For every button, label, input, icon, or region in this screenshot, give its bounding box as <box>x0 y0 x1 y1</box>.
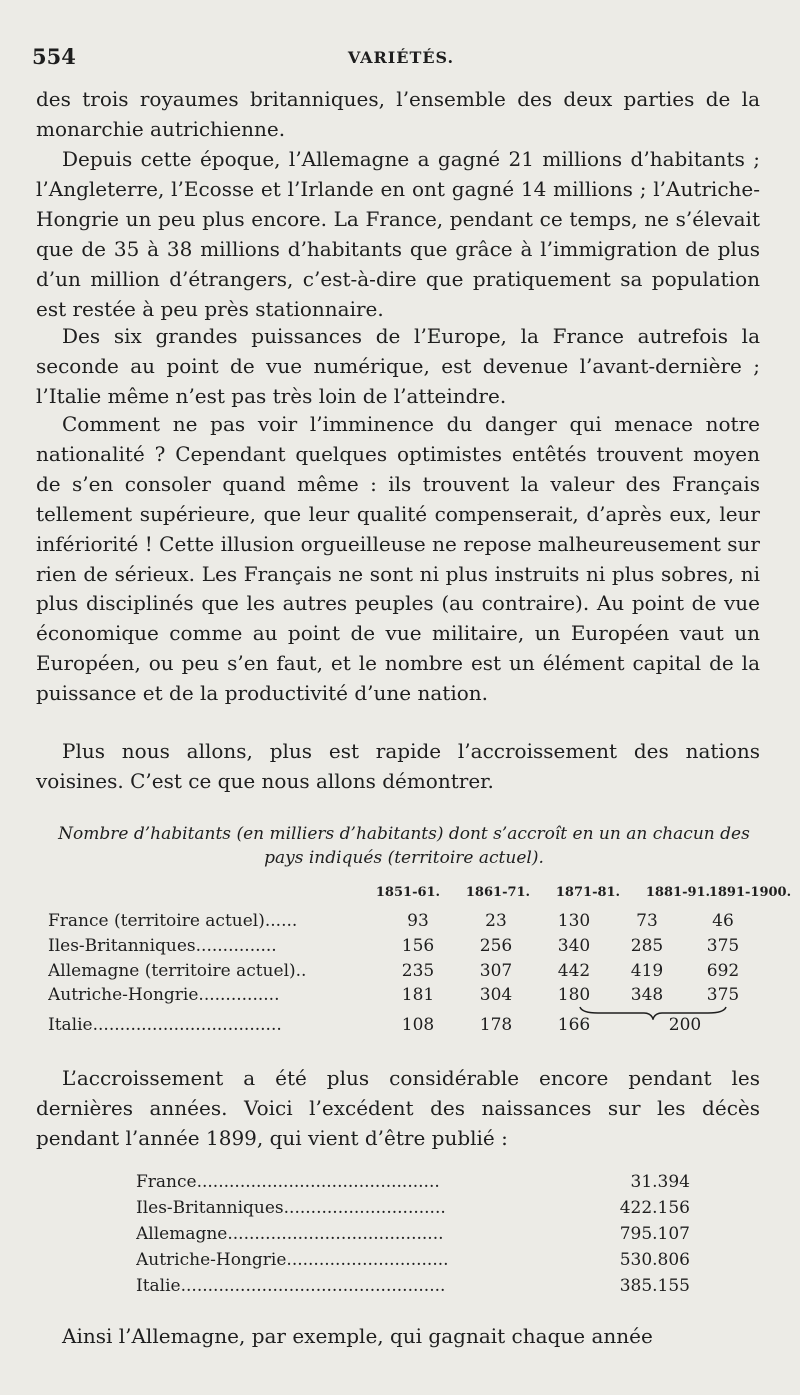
list-item-label: Autriche-Hongrie.............................. <box>136 1250 449 1270</box>
paragraph-3: Des six grandes puissances de l’Europe, la France autrefois la seconde au point de vue numérique, est devenue l’avant-dernière ; l’Italie même n’est pas très loin de l’atteindre. <box>36 324 760 408</box>
table-row <box>40 911 770 937</box>
cell: 23 <box>485 911 507 931</box>
cell: 304 <box>479 985 513 1005</box>
column-header: 1881-91. <box>645 885 711 900</box>
list-item-value: 31.394 <box>630 1172 690 1192</box>
page-header <box>32 44 770 74</box>
cell: 93 <box>407 911 429 931</box>
cell: 181 <box>401 985 435 1005</box>
list-item-value: 530.806 <box>619 1250 690 1270</box>
running-head: VARIÉTÉS. <box>347 48 455 67</box>
page-number: 554 <box>32 44 76 69</box>
list-item <box>130 1250 690 1276</box>
list-item <box>130 1198 690 1224</box>
table-caption: Nombre d’habitants (en milliers d’habitants) dont s’accroît en un an chacun des pays indiqués (territoire actuel). <box>58 824 750 868</box>
cell: 285 <box>630 936 664 956</box>
list-item <box>130 1224 690 1250</box>
cell: 235 <box>401 961 435 981</box>
row-label: Iles-Britanniques............... <box>48 936 277 956</box>
cell: 256 <box>479 936 513 956</box>
cell: 166 <box>557 1015 591 1035</box>
cell: 692 <box>706 961 740 981</box>
list-item <box>130 1172 690 1198</box>
paragraph-4: Comment ne pas voir l’imminence du danger qui menace notre nationalité ? Cependant quelques optimistes entêtés trouvent moyen de s’en consoler quand même : ils trouvent la valeur des Français tellement supérieure, que leur qualité compenserait, d’après eux, leur infériorité ! Cette illusion orgueilleuse ne repose malheureusement sur rien de sérieux. Les Français ne sont ni plus instruits ni plus sobres, ni plus disciplinés que les autres peuples (au contraire). Au point de vue économique comme au point de vue militaire, un Européen vaut un Européen, ou peu s’en faut, et le nombre est un élément capital de la puissance et de la productivité d’une nation. <box>36 412 760 706</box>
cell: 419 <box>630 961 664 981</box>
row-label: France (territoire actuel)...... <box>48 911 298 931</box>
row-label: Italie................................... <box>48 1015 282 1035</box>
list-item-label: Iles-Britanniques.............................. <box>136 1198 446 1218</box>
column-header: 1851-61. <box>375 885 441 900</box>
cell: 348 <box>630 985 664 1005</box>
column-header: 1891-1900. <box>708 885 792 900</box>
paragraph-1: des trois royaumes britanniques, l’ensemble des deux parties de la monarchie autrichienne. <box>36 87 760 141</box>
list-item-label: Allemagne........................................ <box>136 1224 444 1244</box>
list-item <box>130 1276 690 1302</box>
cell: 108 <box>401 1015 435 1035</box>
row-label: Allemagne (territoire actuel).. <box>48 961 307 981</box>
cell: 375 <box>706 936 740 956</box>
list-item-value: 385.155 <box>619 1276 690 1296</box>
paragraph-5: Plus nous allons, plus est rapide l’accroissement des nations voisines. C’est ce que nous allons démontrer. <box>36 739 760 793</box>
cell: 46 <box>712 911 734 931</box>
list-item-value: 795.107 <box>619 1224 690 1244</box>
cell: 375 <box>706 985 740 1005</box>
combined-cell: 200 <box>668 1015 702 1035</box>
row-label: Autriche-Hongrie............... <box>48 985 280 1005</box>
cell: 130 <box>557 911 591 931</box>
cell: 156 <box>401 936 435 956</box>
cell: 307 <box>479 961 513 981</box>
list-item-label: France............................................. <box>136 1172 440 1192</box>
list-item-value: 422.156 <box>619 1198 690 1218</box>
paragraph-6: L’accroissement a été plus considérable encore pendant les dernières années. Voici l’excédent des naissances sur les décès pendant l’année 1899, qui vient d’être publié : <box>36 1066 760 1150</box>
table-header-row <box>40 885 792 909</box>
closing-line: Ainsi l’Allemagne, par exemple, qui gagnait chaque année <box>62 1324 653 1348</box>
cell: 73 <box>636 911 658 931</box>
cell: 178 <box>479 1015 513 1035</box>
cell: 180 <box>557 985 591 1005</box>
column-header: 1861-71. <box>465 885 531 900</box>
table-row <box>40 961 770 987</box>
cell: 340 <box>557 936 591 956</box>
column-header: 1871-81. <box>555 885 621 900</box>
cell: 442 <box>557 961 591 981</box>
paragraph-2: Depuis cette époque, l’Allemagne a gagné 21 millions d’habitants ; l’Angleterre, l’Ecosse et l’Irlande en ont gagné 14 millions ; l’Autriche-Hongrie un peu plus encore. La France, pendant ce temps, ne s’élevait que de 35 à 38 millions d’habitants que grâce à l’immigration de plus d’un million d’étrangers, c’est-à-dire que pratiquement sa population est restée à peu près stationnaire. <box>36 147 760 321</box>
table-row <box>40 936 770 962</box>
list-item-label: Italie................................................. <box>136 1276 446 1296</box>
grouping-brace-icon <box>578 1006 728 1020</box>
